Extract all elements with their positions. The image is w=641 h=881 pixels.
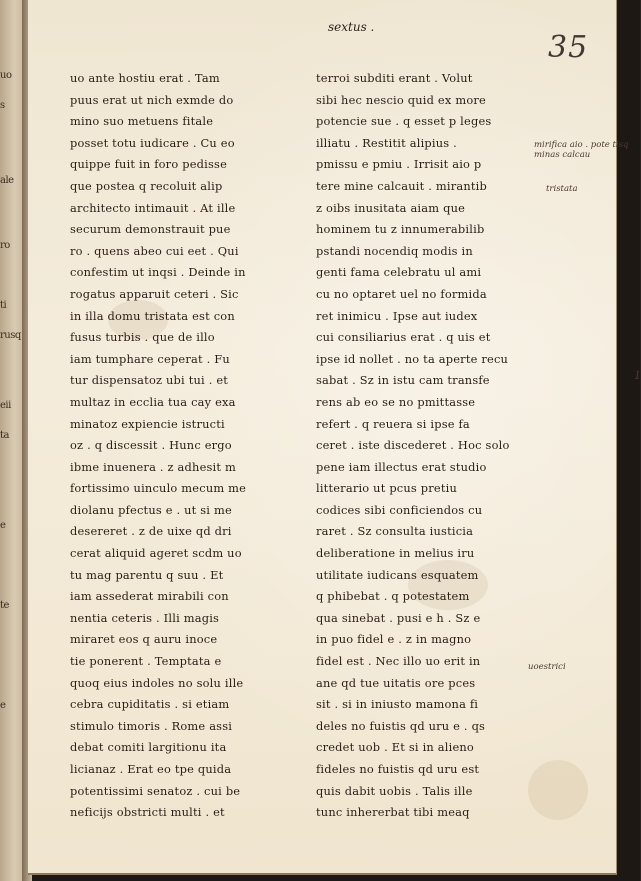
- marginal-note: mirifica aio . pote tisq minas calcau: [534, 140, 629, 160]
- text-line: cu no optaret uel no formida: [316, 286, 487, 301]
- text-line: codices sibi conficiendos cu: [316, 502, 483, 517]
- text-line: mino suo metuens fitale: [70, 114, 214, 129]
- text-line: fusus turbis . que de illo: [70, 330, 215, 345]
- text-line: diolanu pfectus e . ut si me: [70, 502, 232, 517]
- text-line: architecto intimauit . At ille: [70, 200, 236, 215]
- text-line: cebra cupiditatis . si etiam: [70, 697, 230, 712]
- text-line: stimulo timoris . Rome assi: [70, 718, 233, 733]
- text-line: utilitate iudicans esquatem: [316, 567, 479, 582]
- text-line: tur dispensatoz ubi tui . et: [70, 373, 229, 388]
- text-line: quoq eius indoles no solu ille: [70, 675, 244, 690]
- facing-page-fragment: eii: [0, 400, 11, 411]
- manuscript-page: [28, 0, 641, 875]
- marginal-note: tristata: [546, 184, 578, 194]
- text-line: ipse id nollet . no ta aperte recu: [316, 351, 509, 366]
- facing-page-fragment: rusq: [0, 330, 21, 341]
- marginal-note: uoestrici: [528, 662, 566, 672]
- text-line: hominem tu z innumerabilib: [316, 222, 485, 237]
- text-line: ane qd tue uitatis ore pces: [316, 675, 476, 690]
- facing-page-fragment: te: [0, 600, 9, 611]
- facing-page-fragment: s: [0, 100, 5, 111]
- text-line: sit . si in iniusto mamona fi: [316, 697, 479, 712]
- text-line: quippe fuit in foro pedisse: [70, 157, 228, 172]
- text-line: refert . q reuera si ipse fa: [316, 416, 470, 431]
- text-line: ceret . iste discederet . Hoc solo: [316, 438, 510, 453]
- facing-page-fragment: ti: [0, 300, 7, 311]
- text-line: cerat aliquid ageret scdm uo: [70, 546, 242, 561]
- text-line: quis dabit uobis . Talis ille: [316, 783, 473, 798]
- text-line: terroi subditi erant . Volut: [316, 71, 473, 85]
- text-line: pstandi nocendiq modis in: [316, 243, 473, 258]
- text-line: raret . Sz consulta iusticia: [316, 524, 474, 539]
- text-line: que postea q recoluit alip: [70, 178, 223, 193]
- right-text-column: [316, 68, 534, 824]
- text-line: fidel est . Nec illo uo erit in: [316, 654, 481, 669]
- text-line: iam assederat mirabili con: [70, 589, 229, 604]
- text-line: tu mag parentu q suu . Et: [70, 567, 224, 582]
- text-line: in illa domu tristata est con: [70, 308, 235, 323]
- text-line: multaz in ecclia tua cay exa: [70, 394, 236, 409]
- text-line: uo ante hostiu erat . Tam: [70, 71, 220, 85]
- marginal-mark: 1: [634, 369, 641, 382]
- text-line: qua sinebat . pusi e h . Sz e: [316, 610, 481, 625]
- left-text-column: [70, 68, 300, 824]
- facing-page-fragment: uo: [0, 70, 12, 81]
- text-line: debat comiti largitionu ita: [70, 740, 227, 755]
- text-line: q phibebat . q potestatem: [316, 589, 470, 604]
- running-title: sextus .: [328, 20, 375, 34]
- text-line: rogatus apparuit ceteri . Sic: [70, 286, 239, 301]
- text-line: licianaz . Erat eo tpe quida: [70, 762, 232, 776]
- text-line: miraret eos q auru inoce: [70, 632, 218, 647]
- text-line: litterario ut pcus pretiu: [316, 481, 458, 496]
- text-line: ro . quens abeo cui eet . Qui: [70, 243, 239, 258]
- text-line: desereret . z de uixe qd dri: [70, 524, 232, 539]
- text-line: tere mine calcauit . mirantib: [316, 178, 487, 193]
- text-line: fortissimo uinculo mecum me: [70, 481, 247, 496]
- text-line: sibi hec nescio quid ex more: [316, 92, 486, 107]
- text-line: fideles no fuistis qd uru est: [316, 762, 480, 776]
- text-line: in puo fidel e . z in magno: [316, 632, 472, 647]
- text-line: z oibs inusitata aiam que: [316, 200, 466, 215]
- text-line: deliberatione in melius iru: [316, 546, 475, 561]
- text-line: confestim ut inqsi . Deinde in: [70, 265, 246, 280]
- text-line: posset totu iudicare . Cu eo: [70, 135, 235, 150]
- text-line: pene iam illectus erat studio: [316, 459, 487, 474]
- facing-page-fragment: ro: [0, 240, 10, 251]
- text-line: tunc inhererbat tibi meaq: [316, 805, 470, 820]
- text-line: sabat . Sz in istu cam transfe: [316, 373, 490, 388]
- text-line: securum demonstrauit pue: [70, 222, 231, 237]
- text-line: rens ab eo se no pmittasse: [316, 394, 476, 409]
- text-line: illiatu . Restitit alipius .: [316, 135, 457, 150]
- text-line: oz . q discessit . Hunc ergo: [70, 438, 232, 453]
- text-line: nentia ceteris . Illi magis: [70, 610, 220, 625]
- text-line: credet uob . Et si in alieno: [316, 740, 474, 755]
- text-line: pmissu e pmiu . Irrisit aio p: [316, 157, 482, 172]
- folio-number: 35: [548, 30, 589, 65]
- facing-page-fragment: ta: [0, 430, 9, 441]
- text-line: genti fama celebratu ul ami: [316, 265, 482, 280]
- text-line: potencie sue . q esset p leges: [316, 114, 492, 129]
- text-line: puus erat ut nich exmde do: [70, 92, 234, 107]
- text-line: potentissimi senatoz . cui be: [70, 783, 241, 798]
- facing-page-fragment: e: [0, 520, 6, 531]
- text-line: deles no fuistis qd uru e . qs: [316, 718, 486, 733]
- text-line: cui consiliarius erat . q uis et: [316, 330, 491, 345]
- facing-page-fragment: e: [0, 700, 6, 711]
- text-line: ret inimicu . Ipse aut iudex: [316, 308, 478, 323]
- facing-page-fragment: ale: [0, 175, 14, 186]
- text-line: minatoz expiencie istructi: [70, 416, 225, 431]
- text-line: ibme inuenera . z adhesit m: [70, 459, 236, 474]
- text-line: neficijs obstricti multi . et: [70, 805, 225, 820]
- text-line: iam tumphare ceperat . Fu: [70, 351, 230, 366]
- text-line: tie ponerent . Temptata e: [70, 654, 222, 669]
